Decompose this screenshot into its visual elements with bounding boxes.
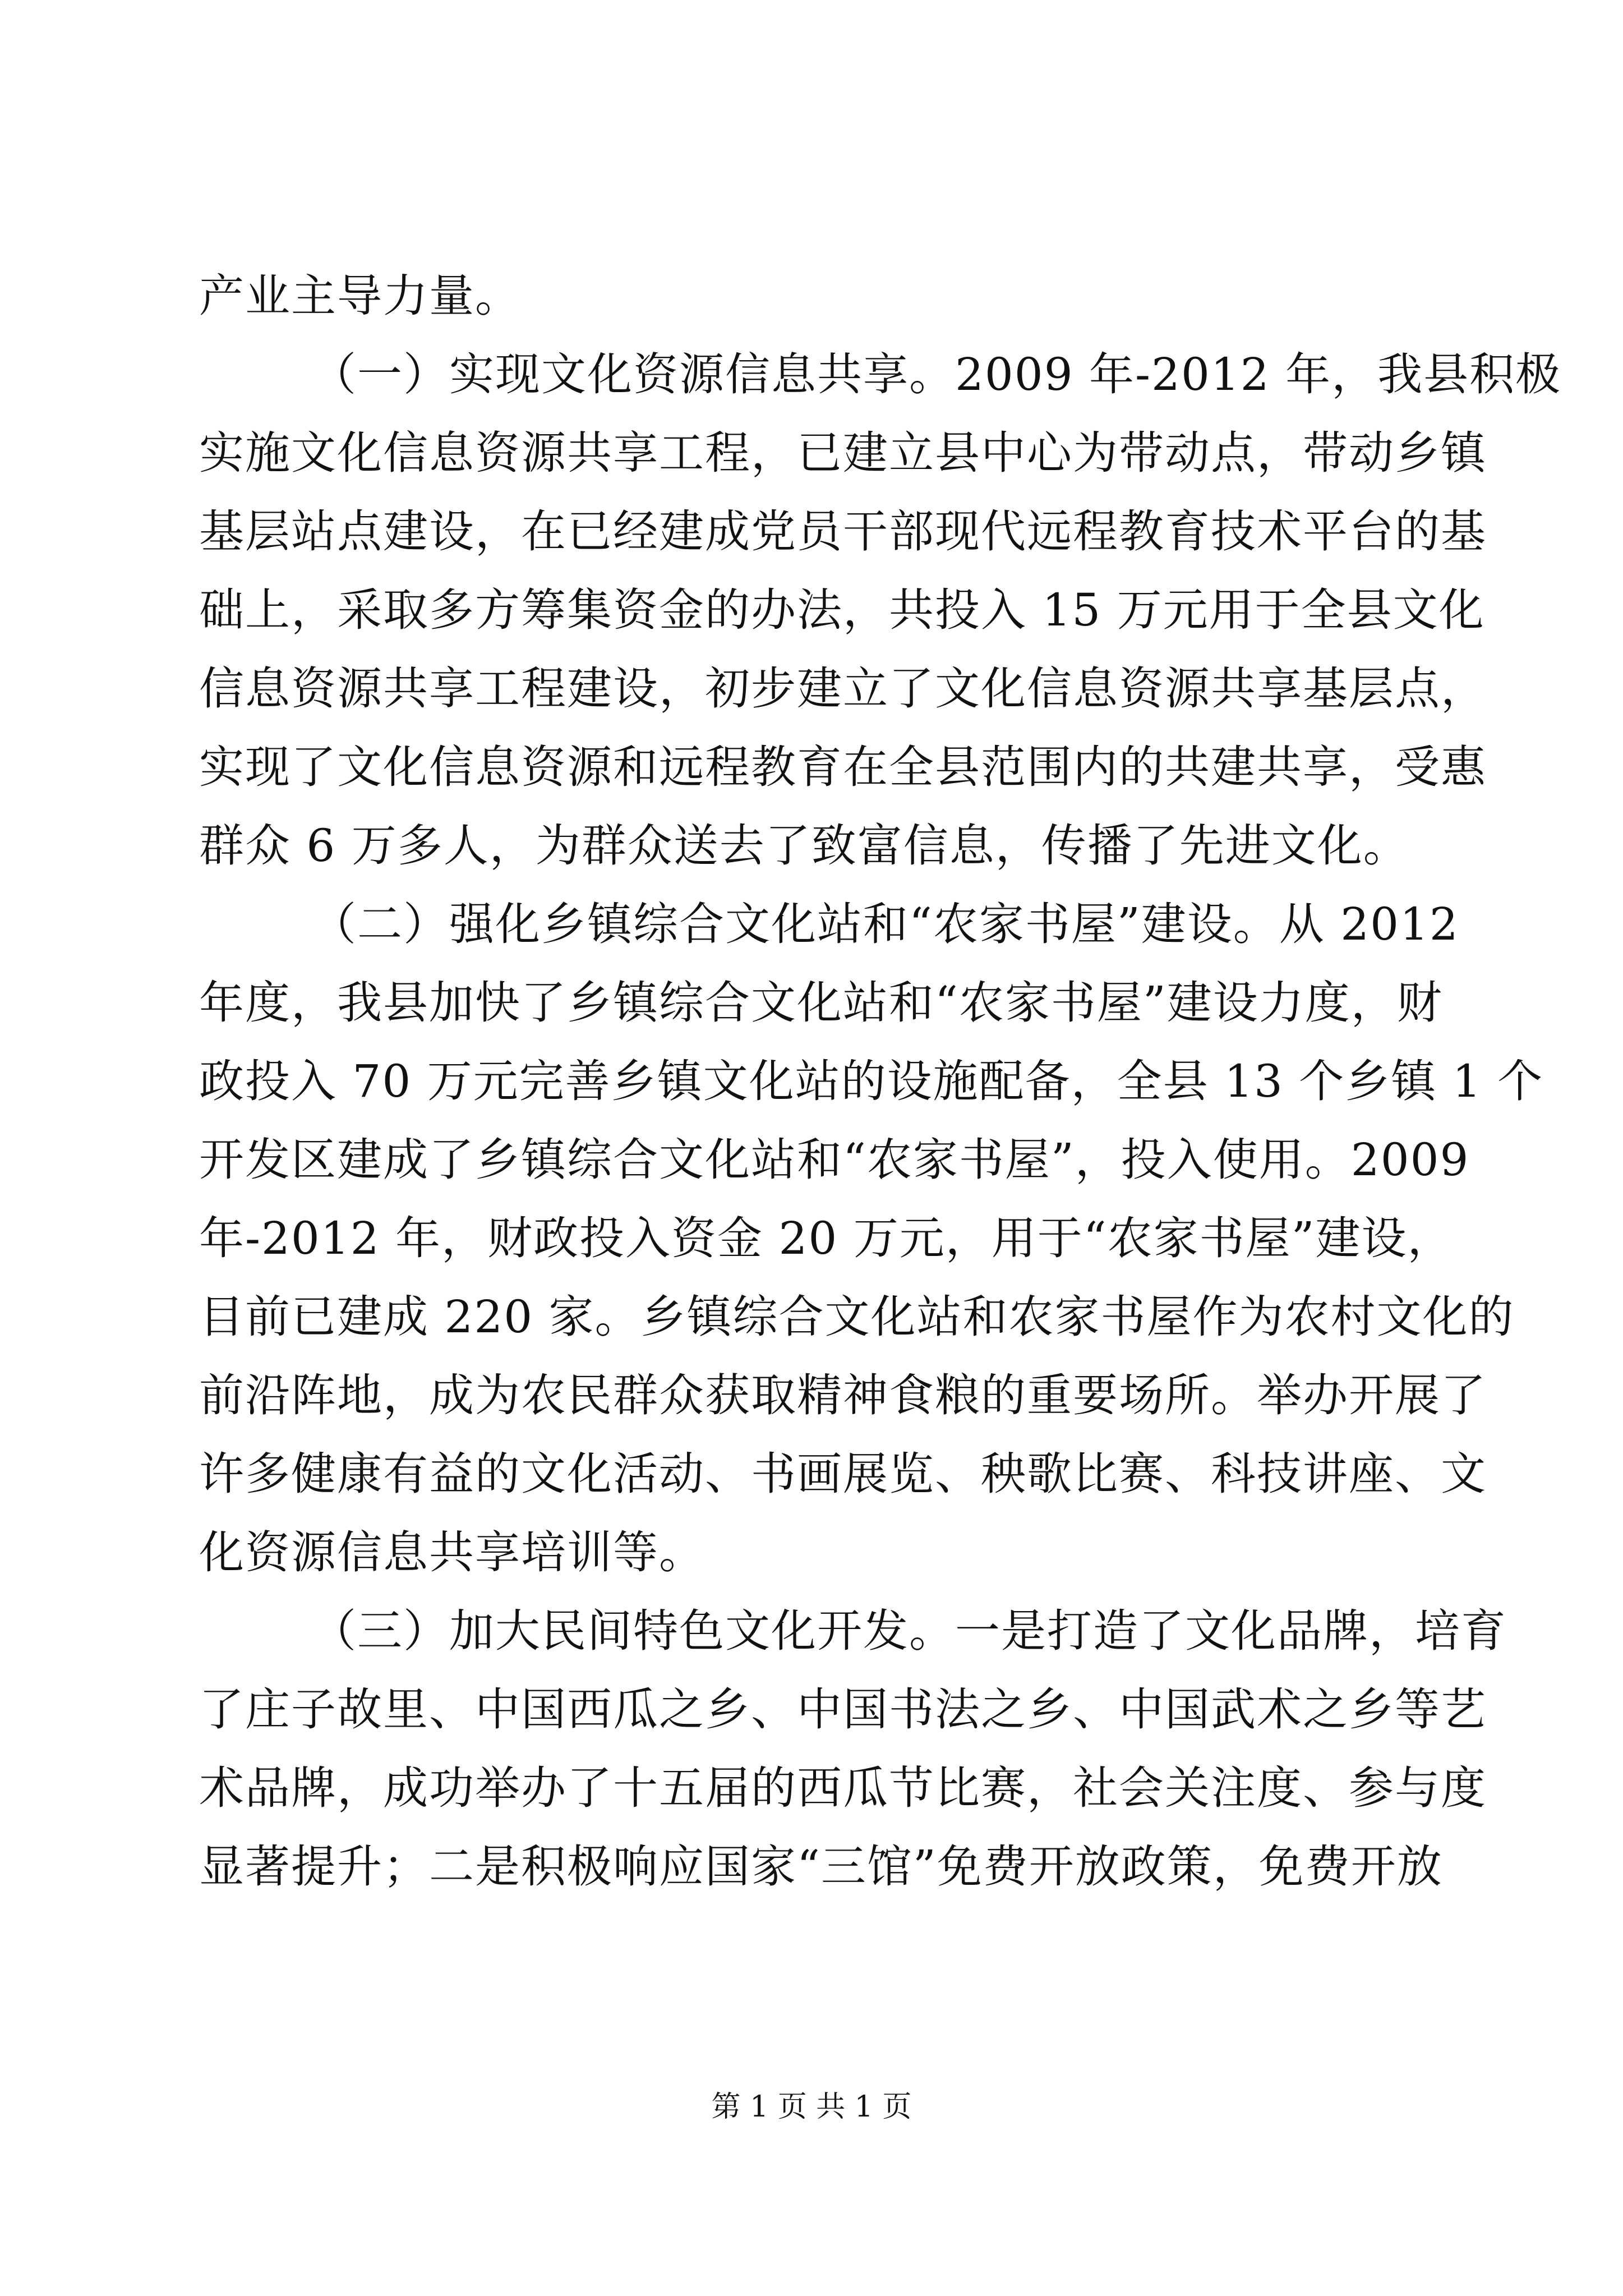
- text-line: 政投入 70 万元完善乡镇文化站的设施配备，全县 13 个乡镇 1 个: [199, 1055, 1544, 1107]
- text-line: 术品牌，成功举办了十五届的西瓜节比赛，社会关注度、参与度: [199, 1762, 1487, 1814]
- page-footer: 第 1 页 共 1 页: [711, 2090, 912, 2124]
- text-line: 实施文化信息资源共享工程，已建立县中心为带动点，带动乡镇: [199, 427, 1487, 479]
- text-line: 目前已建成 220 家。乡镇综合文化站和农家书屋作为农村文化的: [199, 1291, 1515, 1343]
- text-line: 础上，采取多方筹集资金的办法，共投入 15 万元用于全县文化: [199, 584, 1485, 636]
- paragraph-heading-3: （三）加大民间特色文化开发。一是打造了文化品牌，培育: [311, 1605, 1507, 1657]
- text-line: 年-2012 年，财政投入资金 20 万元，用于“农家书屋”建设，: [199, 1212, 1454, 1264]
- text-line: 了庄子故里、中国西瓜之乡、中国书法之乡、中国武术之乡等艺: [199, 1683, 1487, 1736]
- text-line: 基层站点建设，在已经建成党员干部现代远程教育技术平台的基: [199, 505, 1487, 558]
- text-line: 年度，我县加快了乡镇综合文化站和“农家书屋”建设力度，财: [199, 977, 1443, 1029]
- text-line: 开发区建成了乡镇综合文化站和“农家书屋”，投入使用。2009: [199, 1134, 1470, 1186]
- text-line: 群众 6 万多人，为群众送去了致富信息，传播了先进文化。: [199, 820, 1409, 872]
- text-line: 实现了文化信息资源和远程教育在全县范围内的共建共享，受惠: [199, 741, 1487, 793]
- text-line: 显著提升；二是积极响应国家“三馆”免费开放政策，免费开放: [199, 1841, 1443, 1893]
- text-line: 许多健康有益的文化活动、书画展览、秧歌比赛、科技讲座、文: [199, 1448, 1487, 1500]
- text-line: 前沿阵地，成为农民群众获取精神食粮的重要场所。举办开展了: [199, 1369, 1487, 1421]
- paragraph-heading-1: （一）实现文化资源信息共享。2009 年-2012 年，我县积极: [311, 348, 1562, 401]
- paragraph-heading-2: （二）强化乡镇综合文化站和“农家书屋”建设。从 2012: [311, 898, 1459, 950]
- text-line: 化资源信息共享培训等。: [199, 1526, 705, 1579]
- text-line: 产业主导力量。: [199, 270, 521, 322]
- text-line: 信息资源共享工程建设，初步建立了文化信息资源共享基层点，: [199, 662, 1487, 715]
